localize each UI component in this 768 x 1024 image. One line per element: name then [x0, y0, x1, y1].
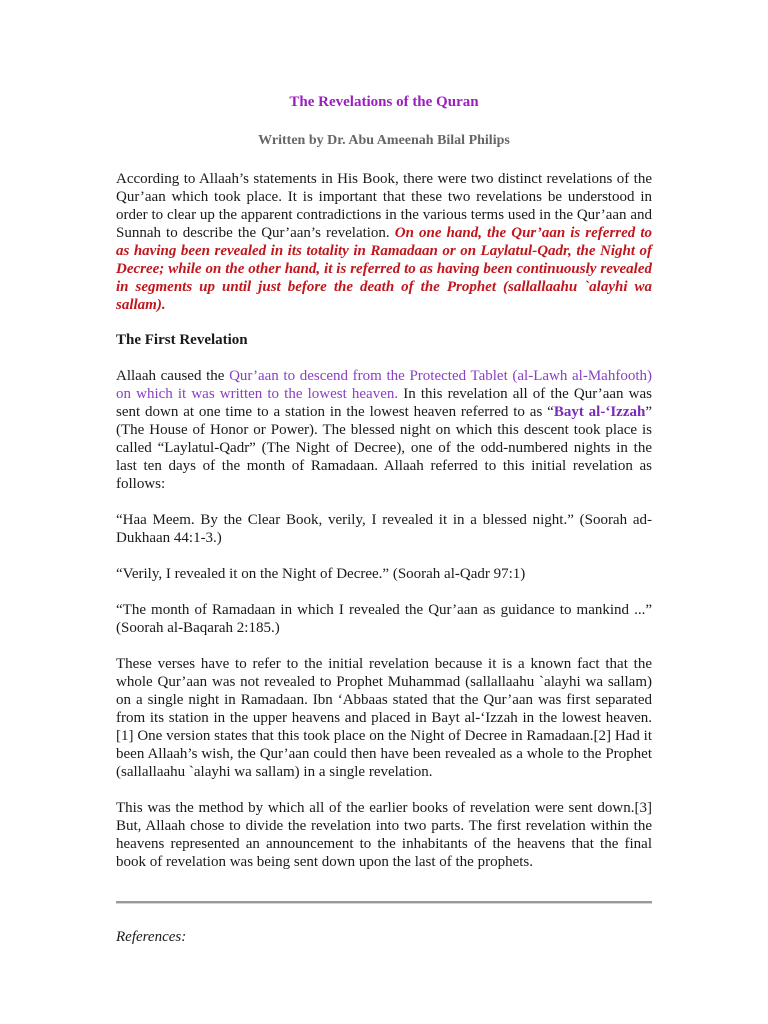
section-heading-first-revelation: The First Revelation	[116, 332, 248, 348]
intro-text: According to Allaah’s statements in His Book, there were two distinct revelations of the Qur’aan which took place. It is important that these two revelations be understood in order to clear up the apparent contradictions in the various terms used in the Qur’aan and Sunnah to describe the Qur’aan’s revelation.	[116, 171, 652, 241]
intro-paragraph	[116, 170, 652, 314]
quote-baqarah: “The month of Ramadaan in which I revealed the Qur’aan as guidance to mankind ...” (Soorah al-Baqarah 2:185.)	[116, 602, 652, 636]
p1-text-a: Allaah caused the	[116, 368, 230, 384]
document-title: The Revelations of the Quran	[289, 94, 479, 110]
references-label: References:	[116, 929, 187, 945]
p1-text-c: ” (The House of Honor or Power). The blessed night on which this descent took place is called “Laylatul-Qadr” (The Night of Decree), one of the odd-numbered nights in the last ten days of the month of Ramadaan. Allaah referred to this initial revelation as follows:	[116, 404, 652, 492]
quote-qadr: “Verily, I revealed it on the Night of Decree.” (Soorah al-Qadr 97:1)	[116, 566, 526, 582]
protected-tablet-link[interactable]: Qur’aan to descend from the Protected Tablet (al-Lawh al-Mahfooth) on which it was written to the lowest heaven.	[116, 368, 652, 402]
section-divider	[116, 901, 652, 904]
p1-text-b: In this revelation all of the Qur’aan was sent down at one time to a station in the lowest heaven referred to as “	[116, 386, 652, 420]
author-byline: Written by Dr. Abu Ameenah Bilal Philips	[258, 133, 510, 148]
bayt-al-izzah-term: Bayt al-‘Izzah	[553, 404, 646, 420]
verses-paragraph: These verses have to refer to the initial revelation because it is a known fact that the whole Qur’aan was not revealed to Prophet Muhammad (sallallaahu `alayhi wa sallam) on a single night in Ramadaan. Ibn ‘Abbaas stated that the Qur’aan was first separated from its station in the upper heavens and placed in Bayt al-‘Izzah in the lowest heaven.[1] One version states that this took place on the Night of Decree in Ramadaan.[2] Had it been Allaah’s wish, the Qur’aan could then have been revealed as a whole to the Prophet (sallallaahu `alayhi wa sallam) in a single revelation.	[116, 656, 652, 780]
first-revelation-paragraph	[116, 367, 652, 493]
method-paragraph: This was the method by which all of the earlier books of revelation were sent down.[3] But, Allaah chose to divide the revelation into two parts. The first revelation within the heavens represented an announcement to the inhabitants of the heavens that the final book of revelation was being sent down upon the last of the prophets.	[116, 800, 652, 870]
quote-dukhaan: “Haa Meem. By the Clear Book, verily, I revealed it in a blessed night.” (Soorah ad-Dukhaan 44:1-3.)	[116, 512, 652, 546]
intro-emphasis: On one hand, the Qur’aan is referred to as having been revealed in its totality in Ramadaan or on Laylatul-Qadr, the Night of Decree; while on the other hand, it is referred to as having been continuously revealed in segments up until just before the death of the Prophet (sallallaahu `alayhi wa sallam).	[116, 225, 652, 313]
